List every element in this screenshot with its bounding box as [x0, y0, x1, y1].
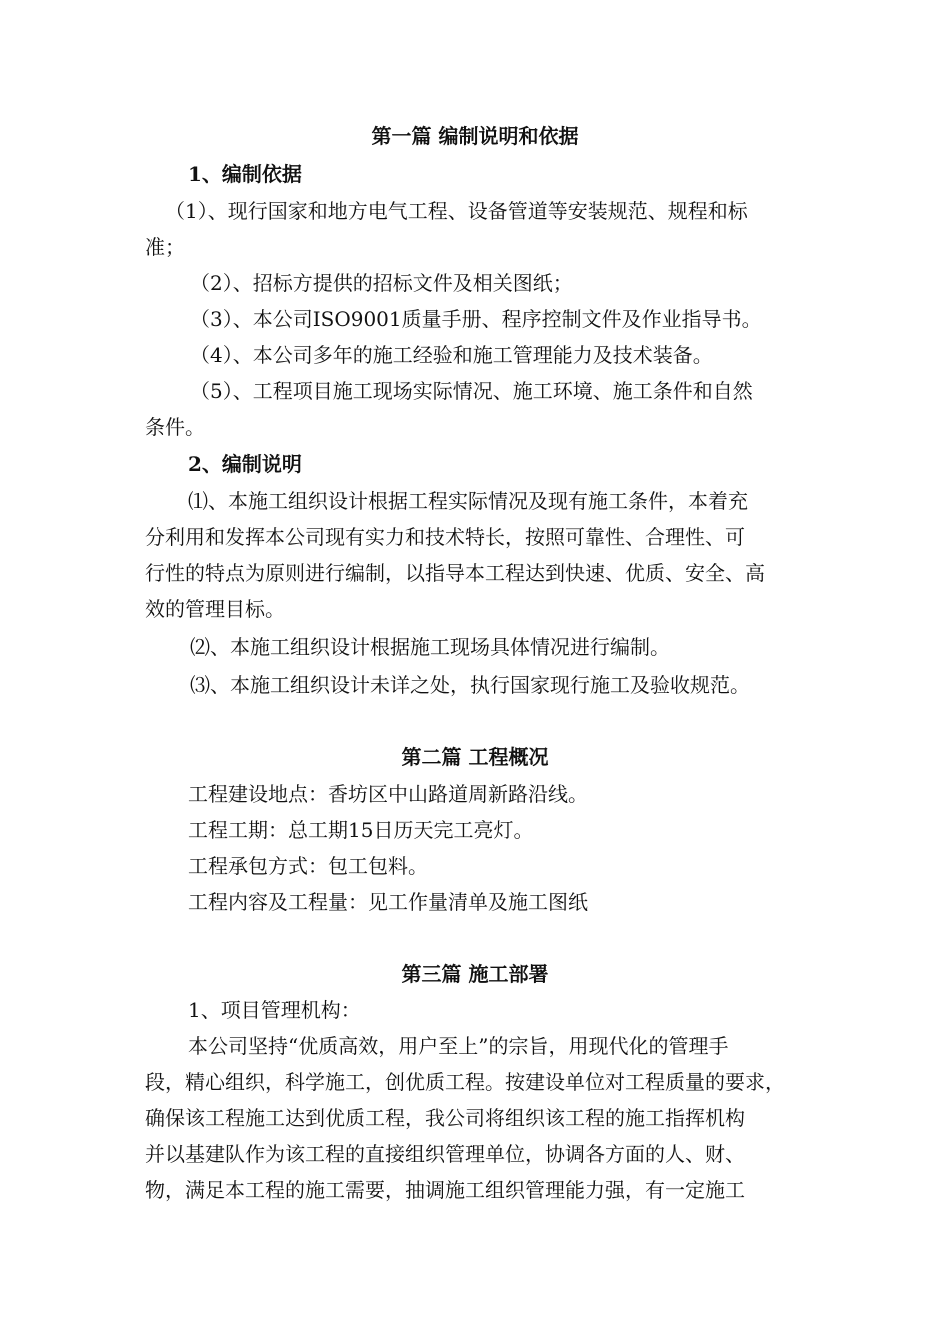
paragraph-line: （5）、工程项目施工现场实际情况、施工环境、施工条件和自然	[190, 379, 753, 403]
section-1-subheading-2: 2、编制说明	[188, 452, 302, 476]
paragraph-line: （2）、招标方提供的招标文件及相关图纸；	[190, 271, 573, 295]
section-title-2: 第二篇 工程概况	[401, 745, 549, 769]
paragraph-line: ⑶、本施工组织设计未详之处，执行国家现行施工及验收规范。	[190, 673, 750, 697]
paragraph-line: ⑴、本施工组织设计根据工程实际情况及现有施工条件，本着充	[188, 489, 748, 513]
paragraph-line: （4）、本公司多年的施工经验和施工管理能力及技术装备。	[190, 343, 713, 367]
paragraph-line: 条件。	[145, 415, 205, 439]
paragraph-line: 段，精心组织，科学施工，创优质工程。按建设单位对工程质量的要求，	[145, 1070, 785, 1094]
paragraph-line: 效的管理目标。	[145, 597, 285, 621]
paragraph-line: 确保该工程施工达到优质工程，我公司将组织该工程的施工指挥机构	[145, 1106, 745, 1130]
paragraph-line: 准；	[145, 235, 185, 259]
paragraph-line: 行性的特点为原则进行编制，以指导本工程达到快速、优质、安全、高	[145, 561, 765, 585]
paragraph-line: 工程承包方式：包工包料。	[188, 854, 428, 878]
paragraph-line: 本公司坚持“优质高效，用户至上”的宗旨，用现代化的管理手	[188, 1034, 729, 1058]
paragraph-line: 工程工期：总工期15日历天完工亮灯。	[188, 818, 534, 842]
paragraph-line: （1）、现行国家和地方电气工程、设备管道等安装规范、规程和标	[165, 199, 748, 223]
paragraph-line: 分利用和发挥本公司现有实力和技术特长，按照可靠性、合理性、可	[145, 525, 745, 549]
paragraph-line: （3）、本公司ISO9001质量手册、程序控制文件及作业指导书。	[190, 307, 762, 331]
section-1-subheading-1: 1、编制依据	[188, 162, 302, 186]
paragraph-line: 工程内容及工程量：见工作量清单及施工图纸	[188, 890, 588, 914]
paragraph-line: 并以基建队作为该工程的直接组织管理单位，协调各方面的人、财、	[145, 1142, 745, 1166]
paragraph-line: ⑵、本施工组织设计根据施工现场具体情况进行编制。	[190, 635, 670, 659]
paragraph-line: 物，满足本工程的施工需要，抽调施工组织管理能力强，有一定施工	[145, 1178, 745, 1202]
section-title-1: 第一篇 编制说明和依据	[371, 124, 579, 148]
paragraph-line: 1、项目管理机构：	[188, 998, 361, 1022]
paragraph-line: 工程建设地点：香坊区中山路道周新路沿线。	[188, 782, 588, 806]
section-title-3: 第三篇 施工部署	[401, 962, 549, 986]
